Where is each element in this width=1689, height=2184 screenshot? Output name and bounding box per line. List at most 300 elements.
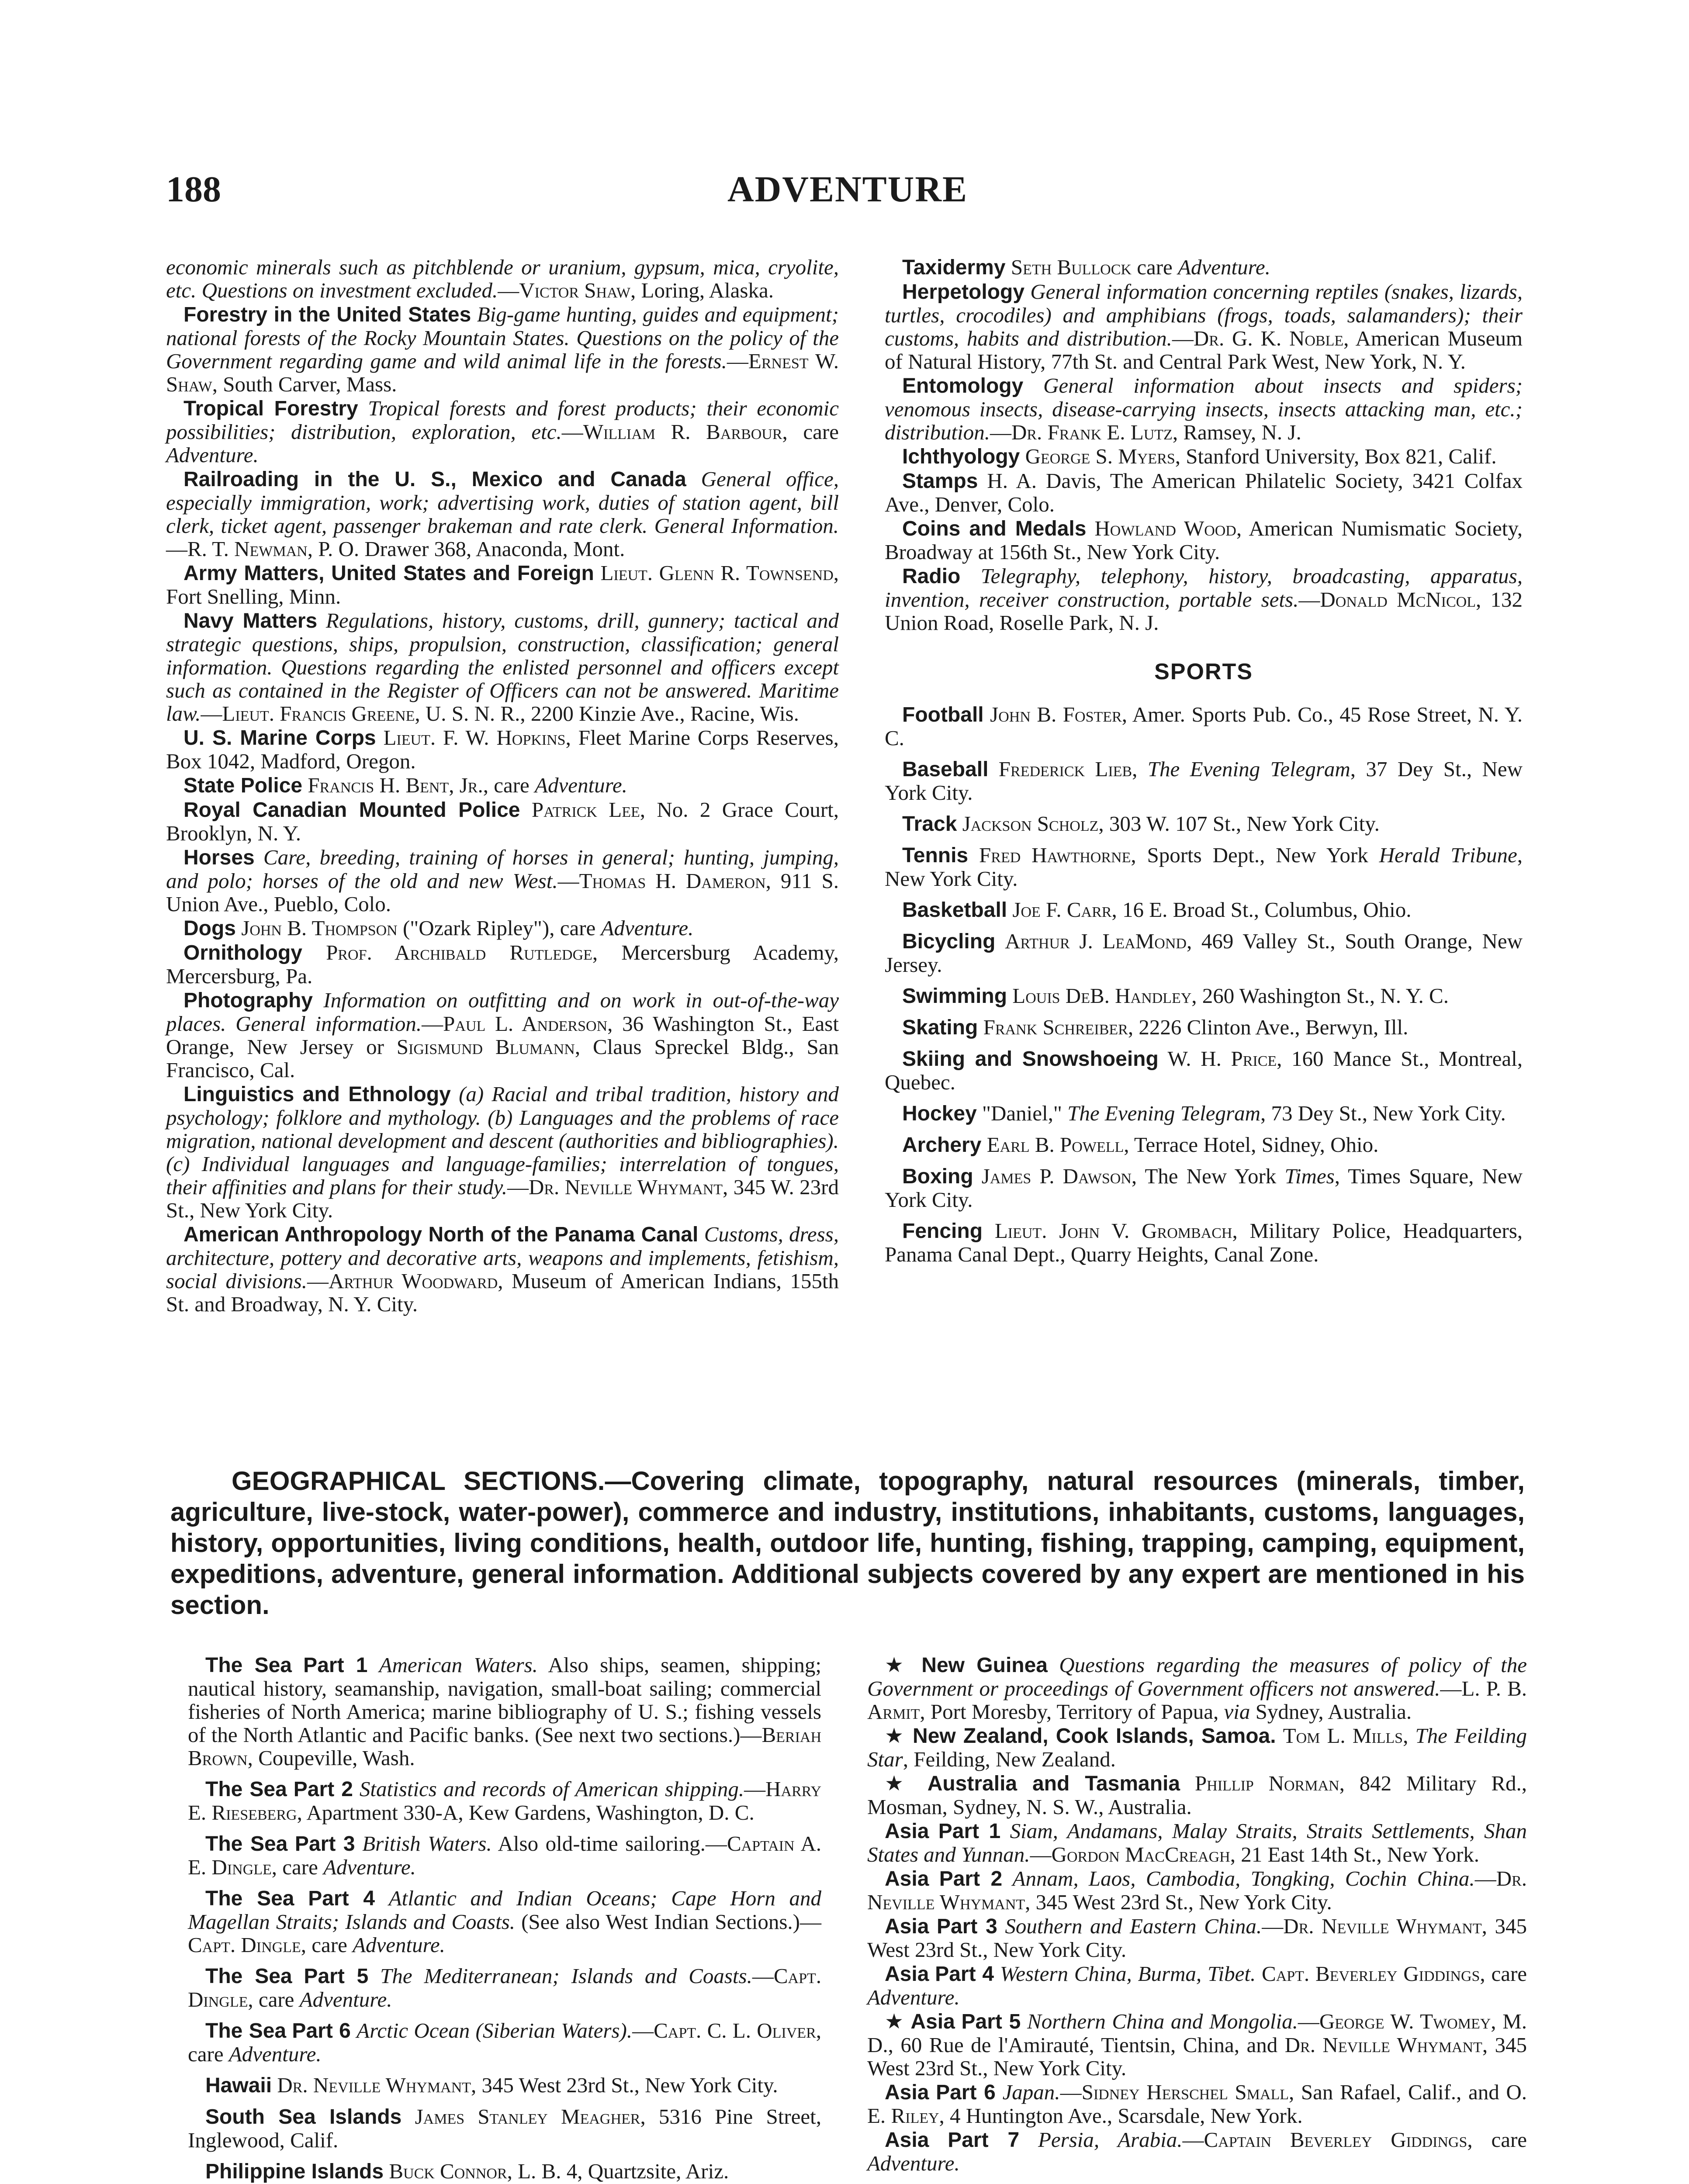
entry-text: , 37 Dey St., New York City. — [885, 757, 1523, 805]
entry-text — [351, 2018, 356, 2042]
directory-entry — [188, 2105, 821, 2152]
directory-entry — [166, 561, 839, 608]
entry-text: "Daniel," — [976, 1101, 1068, 1125]
entry-text: Arthur Woodward — [329, 1269, 498, 1293]
directory-entry — [166, 846, 839, 916]
entry-text: — — [1262, 1914, 1284, 1938]
entry-text — [1019, 2128, 1038, 2152]
entry-text: H. A. Davis, The American Philatelic Society, 3421 Colfax Ave., Denver, Colo. — [885, 469, 1523, 516]
entry-text — [292, 1964, 304, 1988]
entry-topic: Royal Canadian Mounted Police — [183, 798, 520, 822]
entry-topic: Asia — [885, 1915, 929, 1938]
directory-entry — [867, 2080, 1527, 2127]
entry-text: Armit — [867, 1700, 920, 1724]
entry-text: — — [752, 1964, 774, 1988]
entry-text: W. H. — [1158, 1047, 1231, 1071]
entry-text — [1007, 984, 1012, 1008]
entry-text — [1256, 1962, 1262, 1986]
entry-text: Jackson Scholz — [962, 812, 1099, 836]
entry-text: (a) Racial and tribal tradition, history and psychology; folklore and mythology. (b) Languages and the problems of race migration, national development and descent (authorities and bibliographies). (c) Individual languages and language-families; interrelation of tongues, their affinities and plans for their study. — [166, 1082, 839, 1199]
entry-text: Phillip Norman — [1194, 1771, 1339, 1795]
entry-text — [1048, 1653, 1059, 1677]
entry-text: Lieut. Glenn R. Townsend — [600, 561, 834, 585]
entry-topic: Archery — [902, 1133, 982, 1157]
directory-entry — [885, 517, 1523, 563]
entry-text — [1023, 373, 1043, 397]
entry-text: James P. Dawson — [981, 1164, 1132, 1188]
entry-topic: Asia — [885, 2081, 929, 2104]
entry-text: Northern China and Mongolia. — [1027, 2009, 1298, 2033]
entry-text: — — [561, 420, 583, 444]
directory-entry — [166, 798, 839, 845]
directory-entry — [166, 726, 839, 773]
entry-text: Louis DeB. Handley — [1012, 984, 1192, 1008]
entry-text: — — [498, 278, 519, 302]
entry-text: Price — [1231, 1047, 1277, 1071]
entry-text: Statistics and records of American shipping. — [359, 1777, 744, 1801]
entry-text — [955, 2009, 962, 2033]
entry-text: , — [1132, 757, 1148, 781]
entry-text: , care — [301, 1933, 353, 1957]
entry-text: Adventure. — [601, 916, 694, 940]
entry-text — [995, 929, 1005, 953]
entry-text: , New York City. — [885, 843, 1523, 891]
entry-text: Frederick Lieb — [998, 757, 1132, 781]
entry-text — [384, 2159, 389, 2183]
entry-topic: Tennis — [902, 844, 969, 867]
directory-entry — [885, 843, 1523, 890]
entry-text — [401, 2105, 415, 2129]
entry-text: via — [1224, 1700, 1250, 1724]
entry-text: Dr. Neville Whymant — [528, 1175, 723, 1199]
entry-text: Dr. Neville Whymant — [867, 1866, 1527, 1914]
entry-text: Capt. Dingle — [188, 1933, 301, 1957]
entry-topic: Part 1 — [938, 1820, 1001, 1843]
entry-text: — — [422, 1012, 443, 1036]
directory-entry — [885, 280, 1523, 373]
entry-text: Dr. Neville Whymant — [277, 2073, 471, 2097]
entry-text: , 345 West 23rd St., New York City. — [867, 1914, 1527, 1962]
entry-topic: Part 6 — [292, 2019, 351, 2042]
entry-text: Regulations, history, customs, drill, gunnery; tactical and strategic questions, ships, propulsion, construction, classification; general information. Questions regarding the enlisted personnel and officers except such as contained in the Register of Officers can not be answered. Maritime law. — [166, 608, 839, 726]
entry-text: William R. Barbour — [583, 420, 782, 444]
entry-topic: Part 4 — [935, 1963, 994, 1986]
entry-text: — — [201, 702, 222, 726]
entry-text: Victor Shaw — [519, 278, 631, 302]
entry-text: Annam, Laos, Cambodia, Tongking, Cochin China. — [1012, 1866, 1475, 1890]
entry-topic: Part 3 — [294, 1832, 355, 1856]
entry-text: Arthur J. LeaMond — [1005, 929, 1187, 953]
entry-text: , 4 Huntington Ave., Scarsdale, New York. — [939, 2104, 1303, 2128]
entry-text — [978, 1015, 983, 1039]
entry-text — [236, 916, 241, 940]
directory-entry — [885, 703, 1523, 750]
entry-topic: Part 7 — [948, 2129, 1020, 2152]
entry-text: , 73 Dey St., New York City. — [1260, 1101, 1506, 1125]
entry-text — [287, 1832, 295, 1856]
entry-text: — — [507, 1175, 529, 1199]
entry-topic: U. S. Marine Corps — [183, 726, 376, 750]
entry-text — [286, 2018, 292, 2042]
entry-text — [997, 1914, 1005, 1938]
entry-text: , Ramsey, N. J. — [1172, 420, 1301, 444]
directory-entry — [188, 1777, 821, 1824]
entry-text: George S. Myers — [1025, 444, 1175, 468]
entry-text — [302, 940, 326, 964]
directory-entry — [188, 2019, 821, 2066]
entry-text: — — [632, 2018, 654, 2042]
entry-text: The Evening Telegram — [1067, 1101, 1261, 1125]
entry-text: , 36 Washington St., East Orange, New Jersey or — [166, 1012, 839, 1059]
entry-text: , Military Police, Headquarters, Panama Canal Dept., Quarry Heights, Canal Zone. — [885, 1219, 1523, 1266]
entry-text: Southern and Eastern China. — [1005, 1914, 1262, 1938]
entry-text: — — [307, 1269, 329, 1293]
entry-text: General information about insects and spiders; venomous insects, disease-carrying insects, insects attacking man, etc.; distribution. — [885, 373, 1523, 444]
entry-topic: The Sea — [205, 1654, 292, 1677]
entry-text: , care — [188, 2018, 822, 2066]
entry-topic: Skiing and Snowshoeing — [902, 1047, 1159, 1071]
entry-text: , Loring, Alaska. — [630, 278, 774, 302]
entry-text: —R. T. — [166, 537, 235, 561]
entry-text: Telegraphy, telephony, history, broadcasting, apparatus, invention, receiver construction, portable sets. — [885, 564, 1523, 612]
geographical-sections-heading: GEOGRAPHICAL SECTIONS.—Covering climate, topography, natural resources (minerals, timber, agriculture, live-stock, water-power), commerce and industry, institutions, inhabitants, customs, languages, history, opportunities, living conditions, health, outdoor life, hunting, fishing, trapping, camping, equipment, expeditions, adventure, general information. Additional subjects covered by any expert are mentioned in his section. — [170, 1466, 1525, 1620]
entry-topic: The Sea — [205, 2019, 287, 2042]
entry-text — [451, 1082, 459, 1106]
entry-topic: The Sea — [205, 1778, 287, 1801]
entry-text: Harry E. Rieseberg — [188, 1777, 822, 1825]
directory-entry — [885, 757, 1523, 804]
directory-entry — [885, 256, 1523, 279]
entry-text: , 303 W. 107 St., New York City. — [1098, 812, 1380, 836]
entry-text: , The New York — [1131, 1164, 1285, 1188]
entry-text — [1020, 444, 1025, 468]
entry-text: Dr. Neville Whymant — [1283, 1914, 1482, 1938]
entry-text — [368, 1653, 379, 1677]
entry-topic: Baseball — [902, 758, 989, 781]
entry-text — [1021, 2009, 1027, 2033]
entry-topic: The Sea — [205, 1965, 292, 1988]
directory-entry — [885, 1047, 1523, 1094]
directory-entry — [867, 1819, 1527, 1866]
entry-text: — — [990, 420, 1011, 444]
entry-topic: Part 2 — [293, 1778, 353, 1801]
entry-text: Siam, Andamans, Malay Straits, Straits Settlements, Shan States and Yunnan. — [867, 1819, 1527, 1866]
entry-text: Customs, dress, architecture, pottery and decorative arts, weapons and implements, fetishism, social divisions. — [166, 1222, 839, 1293]
entry-text — [929, 1914, 937, 1938]
entry-topic: Part 2 — [939, 1867, 1003, 1890]
entry-text: , care — [248, 1987, 300, 2011]
entry-text: , care — [1467, 2128, 1527, 2152]
entry-text: Dr. Neville Whymant — [1284, 2033, 1482, 2057]
entry-topic: South Sea Islands — [205, 2105, 402, 2129]
entry-topic: Ichthyology — [902, 445, 1020, 468]
entry-text: Captain A. E. Dingle — [188, 1832, 822, 1879]
entry-text: Capt. C. L. Oliver — [654, 2018, 816, 2042]
entry-text — [929, 2080, 936, 2104]
entry-topic: American Anthropology North of the Panama Canal — [183, 1223, 699, 1246]
entry-topic: Swimming — [902, 985, 1007, 1008]
entry-text: Beriah Brown — [188, 1723, 821, 1770]
directory-entry — [885, 469, 1523, 516]
entry-text: (See also West Indian Sections.)— — [515, 1910, 821, 1934]
entry-topic: Dogs — [183, 917, 236, 940]
entry-text — [984, 702, 990, 726]
entry-text — [287, 1777, 294, 1801]
entry-text: care — [1131, 255, 1178, 279]
directory-entry — [166, 467, 839, 560]
entry-text — [358, 396, 368, 420]
entry-text: , Times Square, New York City. — [885, 1164, 1523, 1212]
entry-text: Adventure. — [228, 2042, 322, 2066]
entry-topic: Part 4 — [308, 1887, 375, 1910]
entry-text: General information concerning reptiles (snakes, lizards, turtles, crocodiles) and amphibians (frogs, toads, salamanders); their customs, habits and distribution. — [885, 280, 1523, 350]
directory-entry — [885, 445, 1523, 468]
entry-topic: Railroading in the U. S., Mexico and Canada — [183, 468, 686, 491]
entry-text: Care, breeding, training of horses in general; hunting, jumping, and polo; horses of the old and new West. — [166, 845, 839, 893]
entry-text: Newman — [234, 537, 308, 561]
entry-text: , Fort Snelling, Minn. — [166, 561, 839, 608]
entry-text: Buck Connor — [389, 2159, 507, 2183]
entry-text: , 260 Washington St., N. Y. C. — [1191, 984, 1449, 1008]
entry-topic: Coins and Medals — [902, 517, 1087, 540]
entry-text: Capt. Beverley Giddings — [1262, 1962, 1480, 1986]
entry-text: Adventure. — [1178, 255, 1270, 279]
entry-text: , Claus Spreckel Bldg., San Francisco, Cal. — [166, 1035, 839, 1082]
entry-text — [520, 798, 532, 822]
entry-text — [981, 1133, 986, 1157]
entry-topic: ★ Australia and Tasmania — [885, 1772, 1180, 1795]
entry-topic: Radio — [902, 565, 961, 588]
entry-topic: Asia — [885, 1820, 929, 1843]
entry-text — [368, 1964, 380, 1988]
right-column-entries — [885, 256, 1523, 634]
entry-text: Riley — [891, 2104, 939, 2128]
entry-text: Adventure. — [867, 1985, 960, 2009]
entry-text: , 2200 Kinzie Ave., Racine, Wis. — [520, 702, 799, 726]
entry-text — [1024, 280, 1030, 304]
entry-text: , Fleet Marine Corps Reserves, Box 1042, Madford, Oregon. — [166, 726, 839, 773]
directory-entry — [188, 1887, 821, 1956]
entry-text: Donald McNicol — [1320, 587, 1476, 612]
entry-text: , care — [483, 773, 535, 797]
entry-text: Times — [1284, 1164, 1335, 1188]
entry-topic: Part 6 — [936, 2081, 996, 2104]
entry-text — [929, 2128, 948, 2152]
entry-text: economic minerals such as pitchblende or uranium, gypsum, mica, cryolite, etc. Questions on investment excluded. — [166, 255, 839, 302]
entry-text: , Apartment 330-A, Kew Gardens, Washington, D. C. — [297, 1800, 755, 1825]
entry-topic: Bicycling — [902, 930, 996, 953]
entry-text: , American Numismatic Society, Broadway at 156th St., New York City. — [885, 516, 1523, 564]
entry-text: George W. Twomey — [1319, 2009, 1491, 2033]
entry-text: Adventure. — [535, 773, 627, 797]
directory-entry — [885, 1219, 1523, 1266]
entry-topic: ★ New Guinea — [885, 1654, 1048, 1677]
entry-text: Japan. — [1002, 2080, 1060, 2104]
entry-topic: Part 5 — [304, 1965, 369, 1988]
entry-text: , 21 East 14th St., New York. — [1230, 1842, 1480, 1866]
entry-text: , Terrace Hotel, Sidney, Ohio. — [1124, 1133, 1379, 1157]
entry-text: — — [1298, 587, 1320, 612]
entry-text: Thomas H. Dameron — [579, 869, 766, 893]
directory-entry — [166, 1082, 839, 1222]
entry-text: Lieut. John V. Grombach — [994, 1219, 1232, 1243]
directory-entry — [885, 564, 1523, 634]
entry-text — [302, 773, 308, 797]
entry-text: , Sports Dept., New York — [1131, 843, 1379, 867]
entry-text: — — [1474, 1866, 1496, 1890]
entry-text — [355, 1832, 363, 1856]
entry-topic: Horses — [183, 846, 255, 869]
entry-text: Adventure. — [353, 1933, 445, 1957]
entry-topic: The Sea — [205, 1832, 288, 1856]
entry-topic: Stamps — [902, 470, 978, 493]
entry-topic: Football — [902, 703, 984, 726]
entry-topic: Skating — [902, 1016, 978, 1039]
entry-text: British Waters. — [362, 1832, 492, 1856]
entry-topic: Asia — [885, 1867, 929, 1890]
entry-text: , Mercersburg Academy, Mercersburg, Pa. — [166, 940, 839, 988]
entry-text: , American Museum of Natural History, 77th St. and Central Park West, New York, N. Y. — [885, 326, 1523, 373]
entry-text — [983, 1219, 995, 1243]
entry-text: General office, especially immigration, work; advertising work, duties of station agent, bill clerk, ticket agent, passenger brakeman and rate clerk. General Information. — [166, 467, 839, 538]
entry-text: — — [557, 869, 579, 893]
directory-entry — [166, 303, 839, 396]
entry-text: — — [727, 349, 748, 373]
entry-text: The Feilding Star — [867, 1724, 1527, 1771]
entry-text: Information on outfitting and on work in out-of-the-way places. General information. — [166, 988, 839, 1036]
entry-text — [957, 812, 962, 836]
entry-text — [994, 1962, 1000, 1986]
entry-topic: Track — [902, 812, 957, 836]
entry-text — [294, 1886, 308, 1910]
entry-topic: Asia — [885, 2129, 929, 2152]
entry-topic: Herpetology — [902, 280, 1025, 304]
entry-text: Lieut. Francis Greene, U. S. N. R. — [222, 702, 520, 726]
entry-topic: State Police — [183, 774, 303, 797]
entry-text — [292, 1653, 303, 1677]
entry-text: Earl B. Powell — [986, 1133, 1124, 1157]
page-header — [166, 168, 1529, 221]
directory-entry — [867, 1653, 1527, 1723]
entry-topic: Forestry in the United States — [183, 303, 471, 326]
entry-text: , 345 West 23rd St., New York City. — [1025, 1890, 1332, 1914]
directory-entry — [867, 2010, 1527, 2080]
entry-text — [1002, 1866, 1012, 1890]
directory-entry — [867, 1914, 1527, 1961]
entry-text: Dr. Frank E. Lutz — [1011, 420, 1173, 444]
entry-text: , 2226 Clinton Ave., Berwyn, Ill. — [1128, 1015, 1409, 1039]
directory-entry — [166, 988, 839, 1082]
entry-topic: Fencing — [902, 1220, 983, 1243]
right-column-bottom — [867, 1653, 1527, 2175]
left-column-bottom — [188, 1653, 821, 2184]
entry-topic: Boxing — [902, 1165, 973, 1188]
entry-text: , Amer. Sports Pub. Co., 45 Rose Street, N. Y. C. — [885, 702, 1523, 750]
entry-text: Sydney, Australia. — [1250, 1700, 1412, 1724]
entry-text: — — [1298, 2009, 1319, 2033]
entry-text — [698, 1222, 704, 1246]
entry-text — [686, 467, 701, 491]
sports-entries — [885, 703, 1523, 1266]
entry-text: Fred Hawthorne — [979, 843, 1131, 867]
entry-text: , 345 West 23rd St., New York City. — [471, 2073, 778, 2097]
entry-topic: Linguistics and Ethnology — [183, 1083, 451, 1106]
entry-topic: ★ Asia — [885, 2010, 955, 2033]
entry-text: John B. Thompson — [241, 916, 398, 940]
entry-text: , 469 Valley St., South Orange, New Jersey. — [885, 929, 1523, 977]
directory-entry — [166, 916, 839, 940]
directory-entry — [188, 2073, 821, 2097]
entry-topic: Tropical Forestry — [183, 397, 358, 420]
entry-text: Dr. G. K. Noble — [1193, 326, 1344, 350]
entry-text: Frank Schreiber — [983, 1015, 1128, 1039]
entry-text: , Stanford University, Box 821, Calif. — [1175, 444, 1497, 468]
entry-topic: Asia — [885, 1963, 929, 1986]
entry-text: American Waters. — [379, 1653, 538, 1677]
directory-entry — [188, 1964, 821, 2011]
entry-text: Questions regarding the measures of policy of the Government or proceedings of Government officers not answered. — [867, 1653, 1527, 1700]
entry-text: , M. D., 60 Rue de l'Amirauté, Tientsin, China, and — [867, 2009, 1527, 2057]
entry-text: Captain Beverley Giddings — [1204, 2128, 1467, 2152]
entry-text: , 842 Military Rd., Mosman, Sydney, N. S. W., Australia. — [867, 1771, 1527, 1819]
entry-text — [353, 1777, 360, 1801]
directory-entry — [885, 1133, 1523, 1157]
entry-text: , care — [1480, 1962, 1527, 1986]
sports-heading: SPORTS — [1154, 659, 1253, 684]
entry-text: John B. Foster — [990, 702, 1122, 726]
entry-text — [375, 1886, 389, 1910]
entry-text: , South Carver, Mass. — [212, 372, 397, 396]
entry-text — [1007, 898, 1012, 922]
entry-text: Adventure. — [323, 1855, 416, 1879]
entry-text: Capt. Dingle — [188, 1964, 822, 2011]
right-column-top — [885, 256, 1523, 1266]
entry-text: James Stanley Meagher — [415, 2105, 640, 2129]
directory-entry — [867, 1867, 1527, 1914]
entry-text: , No. 2 Grace Court, Brooklyn, N. Y. — [166, 798, 839, 845]
entry-text: Seth Bullock — [1011, 255, 1132, 279]
entry-text: , 345 West 23rd St., New York City. — [867, 2033, 1527, 2080]
directory-entry — [885, 374, 1523, 444]
directory-entry — [867, 1962, 1527, 2009]
entry-text: , care — [782, 420, 839, 444]
entry-text — [255, 845, 263, 869]
entry-text — [996, 2080, 1003, 2104]
directory-entry — [188, 1653, 821, 1769]
entry-text: Tropical forests and forest products; their economic possibilities; distribution, exploration, etc. — [166, 396, 839, 444]
entry-text: , Museum of American Indians, 155th St. and Broadway, N. Y. City. — [166, 1269, 839, 1316]
entry-text — [471, 302, 477, 326]
entry-text: Arctic Ocean (Siberian Waters). — [356, 2018, 633, 2042]
directory-entry — [867, 2128, 1527, 2175]
directory-entry — [885, 898, 1523, 922]
entry-text: Adventure. — [166, 443, 259, 467]
entry-text: Big-game hunting, guides and equipment; national forests of the Rocky Mountain States. Questions on the policy of the Government regarding game and wild animal life in the forests. — [166, 302, 839, 373]
entry-text: Adventure. — [299, 1987, 392, 2011]
entry-topic: Photography — [183, 989, 313, 1012]
left-column-top — [166, 256, 839, 1316]
entry-text — [929, 1962, 935, 1986]
entry-text — [988, 757, 998, 781]
entry-text — [1180, 1771, 1195, 1795]
entry-topic: Ornithology — [183, 941, 302, 964]
entry-topic: Taxidermy — [902, 256, 1006, 279]
entry-text: ("Ozark Ripley"), care — [397, 916, 601, 940]
entry-text: Lieut. F. W. Hopkins — [383, 726, 566, 750]
entry-text: , 16 E. Broad St., Columbus, Ohio. — [1111, 898, 1412, 922]
entry-text — [1006, 255, 1011, 279]
entry-text: Patrick Lee — [531, 798, 640, 822]
